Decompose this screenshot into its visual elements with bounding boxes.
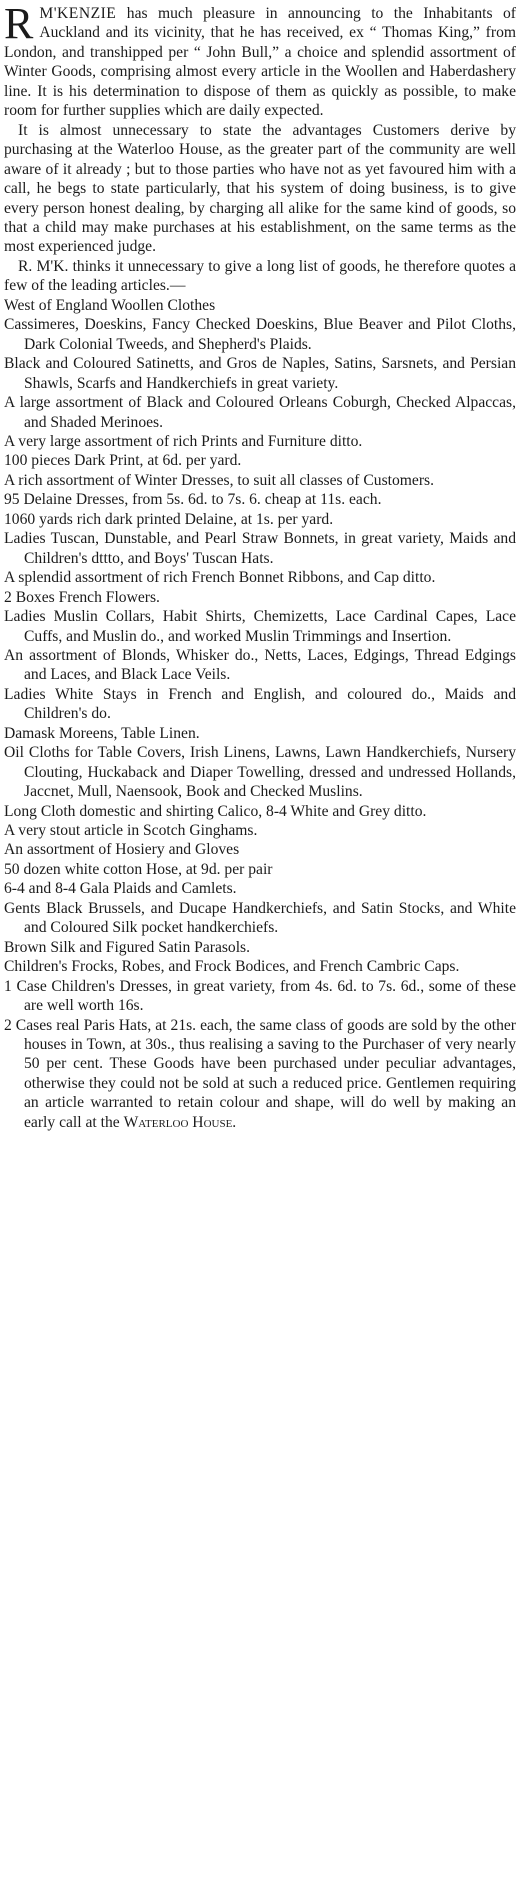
list-item: A rich assortment of Winter Dresses, to suit all classes of Customers. bbox=[4, 471, 435, 489]
advertisement bbox=[4, 0, 516, 1132]
merchant-name: M'KENZIE bbox=[39, 5, 117, 22]
list-item: Cassimeres, Doeskins, Fancy Checked Doeskins, Blue Beaver and Pilot Cloths, Dark Colonial Tweeds, and Shepherd's Plaids. bbox=[4, 316, 516, 353]
leading-articles-paragraph: R. M'K. thinks it unnecessary to give a long list of goods, he therefore quotes a few of the leading articles.— bbox=[4, 257, 516, 295]
list-item: Ladies Muslin Collars, Habit Shirts, Chemizetts, Lace Cardinal Capes, Lace Cuffs, and Muslin do., and worked Muslin Trimmings and Insertion. bbox=[4, 608, 516, 645]
list-item: An assortment of Blonds, Whisker do., Netts, Laces, Edgings, Thread Edgings and Laces, and Black Lace Veils. bbox=[4, 646, 516, 684]
list-item: 95 Delaine Dresses, from 5s. 6d. to 7s. 6. cheap at 11s. each. bbox=[4, 491, 382, 509]
list-item: 50 dozen white cotton Hose, at 9d. per pair bbox=[4, 860, 273, 878]
list-item: Gents Black Brussels, and Ducape Handkerchiefs, and Satin Stocks, and White and Coloured Silk pocket handkerchiefs. bbox=[4, 899, 516, 937]
list-item: West of England Woollen Clothes bbox=[4, 296, 216, 314]
closing-period: . bbox=[232, 1113, 237, 1131]
goods-list bbox=[4, 296, 516, 1132]
list-item: A very stout article in Scotch Ginghams. bbox=[4, 822, 258, 840]
list-item: An assortment of Hosiery and Gloves bbox=[4, 841, 240, 859]
closing-text: 2 Cases real Paris Hats, at 21s. each, the same class of goods are sold by the other houses in Town, at 30s., thus realising a saving to the Purchaser of very nearly 50 per cent. These Goods have been purchased under peculiar advantages, otherwise they could not be sold at such a reduced price. Gentlemen requiring an article warranted to retain colour and shape, will do well by making an early call at the bbox=[4, 1016, 516, 1131]
list-item: A very large assortment of rich Prints and Furniture ditto. bbox=[4, 432, 363, 450]
list-item-closing bbox=[4, 1016, 516, 1133]
list-item: A splendid assortment of rich French Bonnet Ribbons, and Cap ditto. bbox=[4, 569, 436, 587]
list-item: Ladies White Stays in French and English, and coloured do., Maids and Children's do. bbox=[4, 685, 516, 723]
list-item: A large assortment of Black and Coloured Orleans Coburgh, Checked Alpaccas, and Shaded Merinoes. bbox=[4, 394, 516, 431]
drop-cap: R bbox=[4, 0, 34, 48]
list-item: 2 Boxes French Flowers. bbox=[4, 588, 160, 606]
list-item: Black and Coloured Satinetts, and Gros de Naples, Satins, Sarsnets, and Persian Shawls, Scarfs and Handkerchiefs in great variety. bbox=[4, 355, 516, 392]
list-item: Oil Cloths for Table Covers, Irish Linens, Lawns, Lawn Handkerchiefs, Nursery Clouting, Huckaback and Diaper Towelling, dressed and undressed Hollands, Jaccnet, Mull, Naensook, Book and Checked Muslins. bbox=[4, 744, 516, 801]
list-item: Brown Silk and Figured Satin Parasols. bbox=[4, 938, 251, 956]
store-name: Waterloo House bbox=[123, 1113, 233, 1131]
list-item: 1060 yards rich dark printed Delaine, at 1s. per yard. bbox=[4, 510, 334, 528]
advantages-paragraph: It is almost unnecessary to state the advantages Customers derive by purchasing at the Waterloo House, as the greater part of the community are well aware of it already ; but to those parties who have not as yet favoured him with a call, he begs to state particularly, that his system of doing business, is to give every person honest dealing, by charging all alike for the same kind of goods, so that a child may make purchases at his establishment, on the same terms as the most experienced judge. bbox=[4, 121, 516, 256]
list-item: Long Cloth domestic and shirting Calico, 8-4 White and Grey ditto. bbox=[4, 802, 427, 820]
list-item: Children's Frocks, Robes, and Frock Bodices, and French Cambric Caps. bbox=[4, 958, 460, 976]
list-item: Damask Moreens, Table Linen. bbox=[4, 724, 200, 742]
list-item: 6-4 and 8-4 Gala Plaids and Camlets. bbox=[4, 880, 237, 898]
list-item: 100 pieces Dark Print, at 6d. per yard. bbox=[4, 452, 242, 470]
intro-paragraph bbox=[4, 0, 516, 121]
intro-text: has much pleasure in announcing to the Inhabitants of Auckland and its vicinity, that he has received, ex “ Thomas King,” from London, and transhipped per “ John Bull,” a choice and splendid assortment of Winter Goods, comprising almost every article in the Woollen and Haberdashery line. It is his determination to dispose of them as quickly as possible, to make room for further supplies which are daily expected. bbox=[4, 5, 516, 120]
list-item: 1 Case Children's Dresses, in great variety, from 4s. 6d. to 7s. 6d., some of these are well worth 16s. bbox=[4, 977, 516, 1015]
list-item: Ladies Tuscan, Dunstable, and Pearl Straw Bonnets, in great variety, Maids and Children's dttto, and Boys' Tuscan Hats. bbox=[4, 530, 516, 567]
